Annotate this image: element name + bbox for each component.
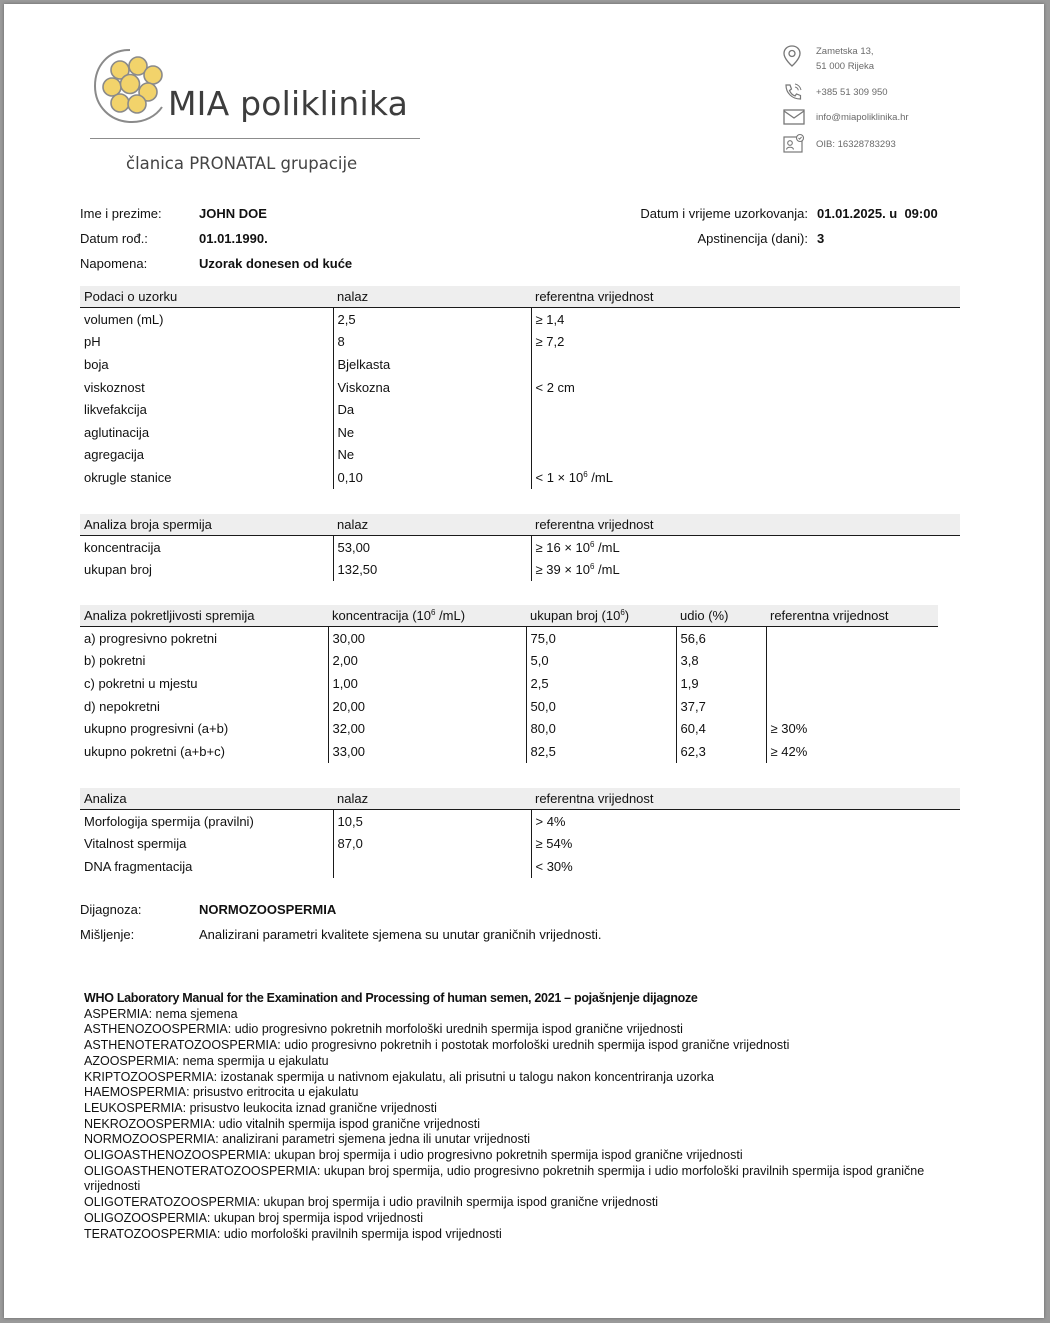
motility-table (80, 605, 938, 763)
table-cell (766, 650, 938, 673)
table-header-row (80, 514, 960, 536)
table-header-cell: referentna vrijednost (766, 605, 938, 627)
mail-icon (782, 108, 806, 126)
diagnosis-label: Dijagnoza: (80, 902, 142, 917)
table-row (80, 353, 960, 376)
table-cell: ≥ $39 \times 10^6$ /mL (531, 559, 960, 582)
phone-number: +385 51 309 950 (816, 87, 888, 98)
table-cell: boja (84, 356, 109, 372)
brand-tagline: članica PRONATAL grupacije (126, 154, 358, 173)
table-header-cell: ukupan broj $(10^6)$ (526, 605, 676, 627)
table-cell: 10,5 (333, 810, 531, 833)
analysis-table (80, 788, 960, 878)
table-cell: 3,8 (676, 650, 766, 673)
contact-address (782, 44, 1032, 76)
table-cell (766, 672, 938, 695)
table-cell: koncentracija (84, 539, 161, 555)
opinion-label: Mišljenje: (80, 927, 135, 942)
table-cell: 8 (333, 331, 531, 354)
table-cell: 50,0 (526, 695, 676, 718)
table-header-cell: udio (%) (676, 605, 766, 627)
table-cell: 32,00 (328, 717, 526, 740)
sperm-count-table (80, 514, 960, 581)
id-card-icon (782, 133, 806, 155)
table-cell: 20,00 (328, 695, 526, 718)
contact-phone (782, 82, 1032, 102)
table-row (80, 740, 938, 763)
table-cell (531, 353, 960, 376)
table-row (80, 650, 938, 673)
who-glossary (84, 991, 944, 1242)
sample-table (80, 286, 960, 489)
table-cell: < 30% (531, 855, 960, 878)
table-cell (531, 421, 960, 444)
table-cell: viskoznost (84, 379, 145, 395)
glossary-item: OLIGOZOOSPERMIA: ukupan broj spermija ispod vrijednosti (84, 1210, 424, 1225)
contact-email (782, 108, 1032, 128)
table-row (80, 308, 960, 331)
table-header-cell: Analiza pokretljivosti spremija (80, 605, 328, 627)
glossary-item: NORMOZOOSPERMIA: analizirani parametri sjemena jedna ili unutar vrijednosti (84, 1132, 530, 1147)
table-cell: 1,00 (328, 672, 526, 695)
table-cell: ukupno pokretni (a+b+c) (84, 743, 225, 759)
clinic-logo (90, 42, 430, 182)
table-row (80, 536, 960, 559)
table-cell: 62,3 (676, 740, 766, 763)
glossary-item: OLIGOASTHENOZOOSPERMIA: ukupan broj spermija i udio progresivno pokretnih spermija ispod granične vrijednosti (84, 1148, 743, 1163)
glossary-item: TERATOZOOSPERMIA: udio morfološki pravilnih spermija ispod vrijednosti (84, 1226, 502, 1241)
table-row (80, 627, 938, 650)
table-cell: Vitalnost spermija (84, 836, 187, 852)
table-cell (531, 444, 960, 467)
table-header-row (80, 286, 960, 308)
contact-oib (782, 133, 1032, 155)
brand-name: MIA poliklinika (168, 84, 409, 123)
name-label: Ime i prezime: (80, 206, 162, 221)
location-pin-icon (782, 44, 802, 68)
table-cell: b) pokretni (84, 653, 146, 669)
table-cell: c) pokretni u mjestu (84, 675, 198, 691)
table-cell: likvefakcija (84, 402, 147, 418)
table-cell: 30,00 (328, 627, 526, 650)
abstinence-days: 3 (817, 231, 825, 246)
table-cell: ≥ 42% (766, 740, 938, 763)
table-cell: 60,4 (676, 717, 766, 740)
glossary-item: ASTHENOZOOSPERMIA: udio progresivno pokretnih morfološki urednih spermija ispod granične vrijednosti (84, 1022, 683, 1037)
table-cell: ≥ $16 \times 10^6$ /mL (531, 536, 960, 559)
patient-name: JOHN DOE (199, 206, 267, 221)
table-header-cell: Analiza (80, 788, 333, 810)
table-cell: DNA fragmentacija (84, 858, 193, 874)
table-cell: d) nepokretni (84, 698, 160, 714)
table-row (80, 810, 960, 833)
note-label: Napomena: (80, 256, 148, 271)
sample-datetime-label: Datum i vrijeme uzorkovanja: (640, 206, 808, 221)
table-cell: ≥ 54% (531, 833, 960, 856)
table-row (80, 717, 938, 740)
table-row (80, 444, 960, 467)
dob-label: Datum rođ.: (80, 231, 148, 246)
glossary-item: ASTHENOTERATOZOOSPERMIA: udio progresivno pokretnih i postotak morfološki urednih spermija ispod granične vrijednosti (84, 1038, 790, 1053)
table-row (80, 855, 960, 878)
logo-divider (90, 138, 420, 139)
table-cell: < $1 \times 10^6$ /mL (531, 466, 960, 489)
table-header-cell: referentna vrijednost (531, 514, 960, 536)
table-cell: 80,0 (526, 717, 676, 740)
glossary-item: OLIGOTERATOZOOSPERMIA: ukupan broj spermija i udio pravilnih spermija ispod granične vrijednosti (84, 1195, 659, 1210)
table-row (80, 421, 960, 444)
report-page (4, 4, 1044, 1318)
table-cell: agregacija (84, 447, 144, 463)
sample-datetime: 01.01.2025. u 09:00 (817, 206, 938, 221)
table-cell: 5,0 (526, 650, 676, 673)
table-cell: < 2 cm (531, 376, 960, 399)
table-cell: 132,50 (333, 559, 531, 582)
table-cell: ukupan broj (84, 562, 152, 578)
table-header-cell: referentna vrijednost (531, 286, 960, 308)
address-street: Zametska 13, (816, 46, 874, 57)
table-header-row (80, 605, 938, 627)
opinion-text: Analizirani parametri kvalitete sjemena su unutar graničnih vrijednosti. (199, 927, 602, 942)
phone-icon (782, 82, 804, 102)
table-row (80, 672, 938, 695)
abstinence-label: Apstinencija (dani): (697, 231, 808, 246)
table-cell: Ne (333, 421, 531, 444)
table-header-cell: nalaz (333, 788, 531, 810)
who-title: WHO Laboratory Manual for the Examination and Processing of human semen, 2021 – pojašnjenje dijagnoze (84, 991, 698, 1005)
table-header-cell: nalaz (333, 514, 531, 536)
email-address: info@miapoliklinika.hr (816, 112, 909, 123)
table-header-cell: referentna vrijednost (531, 788, 960, 810)
glossary-item: HAEMOSPERMIA: prisustvo eritrocita u ejakulatu (84, 1085, 359, 1100)
table-cell: Ne (333, 444, 531, 467)
table-cell: ukupno progresivni (a+b) (84, 721, 229, 737)
table-cell: 2,00 (328, 650, 526, 673)
table-row (80, 376, 960, 399)
table-cell: Viskozna (333, 376, 531, 399)
table-header-cell: Analiza broja spermija (80, 514, 333, 536)
table-cell (531, 398, 960, 421)
table-cell: aglutinacija (84, 424, 150, 440)
table-cell: ≥ 30% (766, 717, 938, 740)
table-cell: a) progresivno pokretni (84, 630, 217, 646)
glossary-item: AZOOSPERMIA: nema spermija u ejakulatu (84, 1053, 329, 1068)
table-cell: okrugle stanice (84, 469, 172, 485)
table-cell: 2,5 (526, 672, 676, 695)
table-cell (766, 627, 938, 650)
address-city: 51 000 Rijeka (816, 61, 875, 72)
glossary-item: ASPERMIA: nema sjemena (84, 1006, 238, 1021)
table-header-cell: nalaz (333, 286, 531, 308)
table-cell: volumen (mL) (84, 311, 164, 327)
table-row (80, 833, 960, 856)
table-cell: 37,7 (676, 695, 766, 718)
table-cell: ≥ 1,4 (531, 308, 960, 331)
glossary-item: LEUKOSPERMIA: prisustvo leukocita iznad granične vrijednosti (84, 1100, 437, 1115)
table-row (80, 559, 960, 582)
table-cell: ≥ 7,2 (531, 331, 960, 354)
table-row (80, 466, 960, 489)
table-header-row (80, 788, 960, 810)
table-row (80, 398, 960, 421)
table-cell: > 4% (531, 810, 960, 833)
table-cell: 53,00 (333, 536, 531, 559)
table-header-cell: Podaci o uzorku (80, 286, 333, 308)
glossary-item: OLIGOASTHENOTERATOZOOSPERMIA: ukupan broj spermija, udio progresivno pokretnih spermija i udio morfološki pravilnih spermija ispod granične vrijednosti (84, 1163, 925, 1194)
table-cell: 2,5 (333, 308, 531, 331)
table-cell: 75,0 (526, 627, 676, 650)
table-cell: 0,10 (333, 466, 531, 489)
glossary-item: KRIPTOZOOSPERMIA: izostanak spermija u nativnom ejakulatu, ali prisutni u talogu nakon koncentriranja uzorka (84, 1069, 714, 1084)
table-row (80, 695, 938, 718)
glossary-item: NEKROZOOSPERMIA: udio vitalnih spermija ispod granične vrijednosti (84, 1116, 480, 1131)
patient-dob: 01.01.1990. (199, 231, 268, 246)
table-cell: Bjelkasta (333, 353, 531, 376)
table-cell (766, 695, 938, 718)
oib-number: OIB: 16328783293 (816, 139, 896, 150)
table-header-cell: koncentracija ($10^6$ /mL) (328, 605, 526, 627)
cell-cluster-logo-icon (90, 42, 174, 132)
table-cell: Da (333, 398, 531, 421)
table-cell: 56,6 (676, 627, 766, 650)
patient-note: Uzorak donesen od kuće (199, 256, 353, 271)
table-cell (333, 855, 531, 878)
table-cell: Morfologija spermija (pravilni) (84, 813, 254, 829)
table-cell: 33,00 (328, 740, 526, 763)
table-cell: 1,9 (676, 672, 766, 695)
diagnosis-value: NORMOZOOSPERMIA (199, 902, 337, 917)
table-row (80, 331, 960, 354)
table-cell: 82,5 (526, 740, 676, 763)
table-cell: pH (84, 334, 101, 350)
table-cell: 87,0 (333, 833, 531, 856)
